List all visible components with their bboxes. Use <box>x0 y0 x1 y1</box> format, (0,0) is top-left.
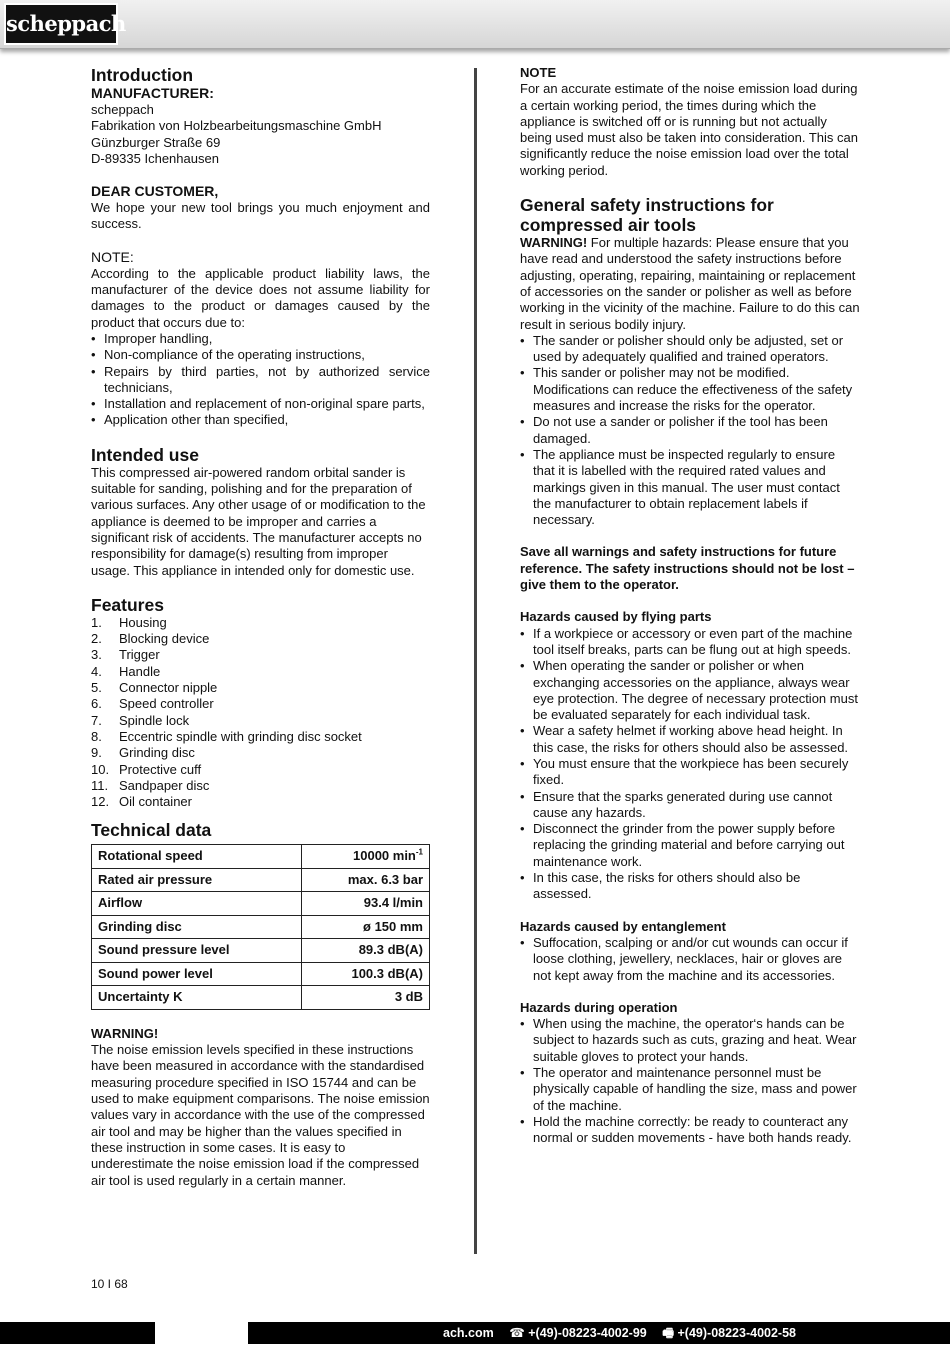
list-item: 5. Connector nipple <box>91 680 218 696</box>
list-item: 10. Protective cuff <box>91 761 202 777</box>
list-item: • Do not use a sander or polisher if the tool has been damaged. <box>520 414 860 447</box>
footer-contact <box>431 1325 796 1341</box>
list-item: • Improper handling, <box>91 331 430 347</box>
list-item: • Installation and replacement of non-original spare parts, <box>91 396 430 412</box>
manufacturer-label: MANUFACTURER: <box>91 85 214 101</box>
left-column <box>91 65 430 1189</box>
list-item: • Suffocation, scalping or and/or cut wounds can occur if loose clothing, jewellery, necklaces, hair or gloves are not kept away from the machine and its accessories. <box>520 935 860 984</box>
features-heading: Features <box>91 594 164 615</box>
features-list <box>91 615 430 811</box>
list-item: • Application other than specified, <box>91 412 430 428</box>
flying-parts-list <box>520 626 860 903</box>
note-text: For an accurate estimate of the noise emission load during a certain working period, the times during which the appliance is switched off or is running but not actually being used must also be taken into consideration. This can significantly reduce the noise emission load over the total working period. <box>520 81 858 178</box>
table-row: Sound power level 100.3 dB(A) <box>92 962 430 986</box>
table-row: Uncertainty K 3 dB <box>92 986 430 1010</box>
list-item: 4. Handle <box>91 663 161 679</box>
manufacturer-address <box>91 102 430 167</box>
column-divider <box>474 68 477 1254</box>
intro-heading: Introduction <box>91 65 194 85</box>
warning-text: The noise emission levels specified in these instructions have been measured in accordance with the standardised measuring procedure specified in ISO 15744 and can be used to make equipment comparisons. The noise emission values vary in accordance with the use of the compressed air tool and may be higher than the values specified in these instruction in some cases. It is easy to underestimate the noise emission load if the compressed air tool is used regularly in a certain manner. <box>91 1042 430 1188</box>
phone-text: ☎ +(49)-08223-4002-99 <box>509 1326 647 1340</box>
entanglement-list <box>520 935 860 984</box>
page-number: 10 I 68 <box>91 1277 128 1291</box>
entanglement-heading: Hazards caused by entanglement <box>520 918 726 934</box>
list-item: • If a workpiece or accessory or even part of the machine tool itself breaks, parts can be flung out at high speeds. <box>520 626 860 659</box>
intended-use-text: This compressed air-powered random orbital sander is suitable for sanding, polishing and for the preparation of various surfaces. Any other usage of or modification to the appliance is deemed to be improper and carries a significant risk of accidents. The manufacturer accepts no responsibility for damage(s) resulting from improper usage. This appliance in intended only for domestic use. <box>91 464 426 578</box>
list-item: • Ensure that the sparks generated during use cannot cause any hazards. <box>520 789 860 822</box>
operation-list <box>520 1016 860 1146</box>
technical-data-table <box>91 844 430 1010</box>
note-heading: NOTE: <box>91 248 134 265</box>
list-item: 12. Oil container <box>91 794 192 810</box>
table-row: Rated air pressure max. 6.3 bar <box>92 868 430 892</box>
flying-parts-heading: Hazards caused by flying parts <box>520 609 712 625</box>
address-line: Fabrikation von Holzbearbeitungsmaschine GmbH <box>91 118 382 134</box>
safety-heading: General safety instructions for compressed air tools <box>520 195 774 236</box>
footer-white-block <box>155 1322 248 1344</box>
address-line: scheppach <box>91 102 154 117</box>
header-bar <box>0 0 950 49</box>
list-item: • When operating the sander or polisher or when exchanging accessories on the appliance, always wear eye protection. The degree of necessary protection must be evaluated separately for each individual task. <box>520 658 860 723</box>
list-item: 2. Blocking device <box>91 631 210 647</box>
list-item: • You must ensure that the workpiece has been securely fixed. <box>520 756 860 789</box>
table-row: Sound pressure level 89.3 dB(A) <box>92 939 430 963</box>
address-line: D-89335 Ichenhausen <box>91 150 219 166</box>
list-item: • The appliance must be inspected regularly to ensure that it is labelled with the required rated values and markings given in this manual. The user must contact the manufacturer to obtain replacement labels if necessary. <box>520 447 860 528</box>
table-row: Grinding disc ø 150 mm <box>92 915 430 939</box>
list-item: 7. Spindle lock <box>91 712 190 728</box>
list-item: 3. Trigger <box>91 647 160 663</box>
right-column <box>520 65 860 1147</box>
list-item: • Wear a safety helmet if working above head height. In this case, the risks for others should also be assessed. <box>520 723 860 756</box>
warning-heading: WARNING! <box>91 1025 159 1041</box>
scheppach-logo: scheppach <box>4 3 118 45</box>
table-row: Airflow 93.4 l/min <box>92 892 430 916</box>
list-item: 11. Sandpaper disc <box>91 777 210 793</box>
list-item: • In this case, the risks for others should also be assessed. <box>520 870 860 903</box>
list-item: • The operator and maintenance personnel must be physically capable of handling the size, mass and power of the machine. <box>520 1065 860 1114</box>
footer-bar <box>0 1322 950 1344</box>
list-item: • Repairs by third parties, not by authorized service technicians, <box>91 364 430 397</box>
operation-heading: Hazards during operation <box>520 999 678 1015</box>
note-heading: NOTE <box>520 65 557 80</box>
note-text: According to the applicable product liability laws, the manufacturer of the device does not assume liability for damages to the product or damages caused by the product that occurs due to: <box>91 265 430 330</box>
list-item: 6. Speed controller <box>91 696 214 712</box>
list-item: • Hold the machine correctly: be ready to counteract any normal or sudden movements - have both hands ready. <box>520 1114 860 1147</box>
note-list <box>91 331 430 429</box>
table-row: Rotational speed 10000 $\min^{-1}$ <box>92 845 430 869</box>
list-item: • This sander or polisher may not be modified. Modifications can reduce the effectiveness of the safety measures and increase the risks for the operator. <box>520 365 860 414</box>
list-item: • When using the machine, the operator‘s hands can be subject to hazards such as cuts, grazing and heat. Wear suitable gloves to protect your hands. <box>520 1016 860 1065</box>
technical-data-heading: Technical data <box>91 820 212 841</box>
list-item: • Disconnect the grinder from the power supply before replacing the grinding material and before carrying out maintenance work. <box>520 821 860 870</box>
website-text: ach.com <box>443 1326 494 1340</box>
safety-list <box>520 333 860 529</box>
list-item: 1. Housing <box>91 614 167 630</box>
list-item: 8. Eccentric spindle with grinding disc socket <box>91 728 362 744</box>
list-item: • The sander or polisher should only be adjusted, set or used by adequately qualified and trained operators. <box>520 333 860 366</box>
dear-customer-text: We hope your new tool brings you much enjoyment and success. <box>91 200 430 232</box>
dear-customer-heading: DEAR CUSTOMER, <box>91 183 219 200</box>
list-item: • Non-compliance of the operating instructions, <box>91 347 430 363</box>
safety-warning: WARNING! For multiple hazards: Please ensure that you have read and understood the safety instructions before adjusting, operating, repairing, maintaining or replacement of accessories on the sander or polisher as well as before working in the vicinity of the machine. Failure to do this can result in serious bodily injury. <box>520 235 860 332</box>
list-item: 9. Grinding disc <box>91 745 195 761</box>
fax-text: 🖷 +(49)-08223-4002-58 <box>662 1326 796 1340</box>
intended-use-heading: Intended use <box>91 444 199 465</box>
address-line: Günzburger Straße 69 <box>91 134 221 150</box>
save-instructions: Save all warnings and safety instructions for future reference. The safety instructions should not be lost – give them to the operator. <box>520 544 855 593</box>
